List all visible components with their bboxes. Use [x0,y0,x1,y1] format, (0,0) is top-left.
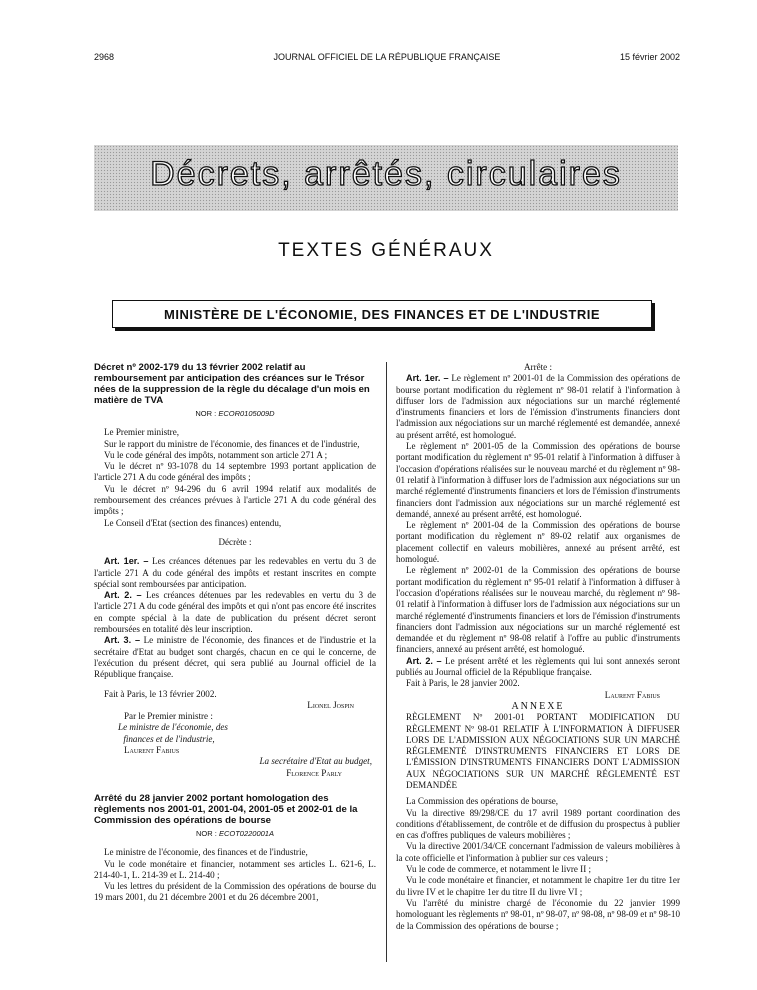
annexe-heading: ANNEXE [511,700,565,712]
signatory: Laurent Fabius [604,689,660,700]
left-column [94,362,376,904]
signature-date: Fait à Paris, le 13 février 2002. [104,688,217,699]
issue-date: 15 février 2002 [619,52,680,62]
column-divider [386,362,387,962]
decree-title: Décret nº 2002-179 du 13 février 2002 relatif au remboursement par anticipation des créances sur le Trésor nées de la suppression de la règle du décalage d'un mois en matière de TVA [94,362,370,406]
paragraph: Le Premier ministre, [104,427,180,438]
article-1 [396,373,680,441]
paragraph: La Commission des opérations de bourse, [406,796,559,807]
paragraph: Vu le décret nº 94-296 du 6 avril 1994 relatif aux modalités de remboursement des créances prévues à l'article 271 A du code général des impôts ; [94,483,376,517]
journal-name: JOURNAL OFFICIEL DE LA RÉPUBLIQUE FRANÇAISE [273,52,501,62]
article-2 [94,590,376,635]
decree-nor-label: NOR : [195,409,217,418]
paragraph: Vu le code monétaire et financier, et notamment le chapitre 1er du titre 1er du livre IV et le chapitre 1er du titre II du livre VI ; [396,875,680,897]
article-text: Le présent arrêté et les règlements qui lui sont annexés seront publiés au Journal officiel de la République française. [396,655,680,678]
regulation-title-text: RÈGLEMENT Nº 2001-01 PORTANT MODIFICATION DU RÈGLEMENT Nº 98-01 RELATIF À L'INFORMATION À DIFFUSER LORS DE L'ADMISSION AUX NÉGOCIATIONS SUR UN MARCHÉ RÉGLEMENTÉ D'INSTRUMENTS FINANCIERS ET LORS DE L'ÉMISSION D'INSTRUMENTS FINANCIERS DONT L'ADMISSION AUX NÉGOCIATIONS SUR UN MARCHÉ RÉGLEMENTÉ EST DEMANDÉE [406,712,680,790]
paragraph: Vu le décret nº 93-1078 du 14 septembre 1993 portant application de l'article 271 A du code général des impôts ; [94,461,376,483]
paragraph: Vu le code monétaire et financier, notamment ses articles L. 621-6, L. 214-40-1, L. 214-39 et L. 214-40 ; [94,858,376,880]
running-header [94,52,680,66]
regulation-title [396,712,680,791]
article-label: Art. 1er. – [104,556,149,567]
article-label: Art. 2. – [104,590,142,601]
article-3 [94,635,376,680]
arrete-heading: Arrête : [523,362,553,372]
arrete-title: Arrêté du 28 janvier 2002 portant homologation des règlements nos 2001-01, 2001-04, 2001-05 et 2002-01 de la Commission des opérations de bourse [94,792,358,826]
decree-nor [94,408,376,419]
signatory: Lionel Jospin [307,699,354,710]
paragraph: Vu l'arrêté du ministre chargé de l'économie du 22 janvier 1999 homologuant les règlements nº 98-01, nº 98-07, nº 98-08, nº 98-09 et nº 98-10 de la Commission des opérations de bourse ; [396,897,680,931]
paragraph: Vu le code de commerce, et notamment le livre II ; [406,864,592,875]
article-label: Art. 1er. – [406,373,449,384]
decree-nor-code: ECOR0105009D [218,409,275,418]
ministry-title: MINISTÈRE DE L'ÉCONOMIE, DES FINANCES ET DE L'INDUSTRIE [164,306,600,322]
paragraph: Vu les lettres du président de la Commission des opérations de bourse du 19 mars 2001, du 21 décembre 2001 et du 26 décembre 2001, [94,881,376,903]
signature-date: Fait à Paris, le 28 janvier 2002. [406,678,520,689]
by-pm: Par le Premier ministre : [124,711,213,722]
right-column [396,362,680,932]
decrete-heading: Décrète : [218,536,252,547]
signatory: Florence Parly [286,767,342,778]
article-2 [396,656,680,679]
arrete-nor [94,828,376,839]
signatory: Laurent Fabius [124,745,180,756]
paragraph: Le règlement nº 2002-01 de la Commission des opérations de bourse portant modification du règlement nº 95-01 relatif à l'information à diffuser à l'occasion d'opérations réalisées sur le nouveau marché, du règlement nº 98-01 relatif à l'information à diffuser lors de l'admission aux négociations sur un marché réglementé d'instruments financiers et lors de l'émission d'instruments financiers dont l'admission aux négociations sur un marché réglementé est demandée et du règlement nº 98-08 relatif à l'offre au public d'instruments financiers, annexé au présent arrêté, est homologué. [396,565,680,655]
article-text: Les créances détenues par les redevables en vertu du 3 de l'article 271 A du code général des impôts et qui n'ont pas encore été inscrites en compte spécial à la date de publication du présent décret seront remboursées en totalité dès leur inscription. [94,590,376,635]
arrete-nor-code: ECOT0220001A [218,828,274,838]
paragraph: Vu le code général des impôts, notamment son article 271 A ; [104,449,328,460]
article-label: Art. 3. – [104,635,140,646]
paragraph: Le règlement nº 2001-05 de la Commission des opérations de bourse portant modification du règlement nº 95-01 relatif à l'information à diffuser à l'occasion d'opérations réalisées sur le nouveau marché et du règlement nº 98-01 relatif à l'information à diffuser lors de l'admission aux négociations sur un marché réglementé d'instruments financiers et lors de l'émission d'instruments financiers dont l'admission aux négociations sur un marché réglementé est demandé, annexé au présent arrêté, est homologué. [396,441,680,519]
article-1 [94,556,376,590]
article-label: Art. 2. – [406,655,442,666]
section-banner [94,145,678,211]
section-banner-title: Décrets, arrêtés, circulaires [150,155,622,193]
arrete-nor-label: NOR : [196,828,217,838]
secretary-role: La secrétaire d'Etat au budget, [259,756,372,767]
paragraph: Le Conseil d'Etat (section des finances) entendu, [104,517,282,528]
article-text: Les créances détenues par les redevables en vertu du 3 de l'article 271 A du code général des impôts et restant inscrites en compte spécial sont remboursées par anticipation. [94,556,377,589]
section-subtitle: TEXTES GÉNÉRAUX [278,240,494,261]
article-text: Le ministre de l'économie, des finances et de l'industrie et la secrétaire d'Etat au budget sont chargés, chacun en ce qui le concerne, de l'exécution du présent décret, qui sera publié au Journal officiel de la République française. [94,635,376,680]
paragraph: Vu la directive 89/298/CE du 17 avril 1989 portant coordination des conditions d'établissement, de contrôle et de diffusion du prospectus à publier en cas d'offres publiques de valeurs mobilières ; [396,807,680,841]
article-text: Le règlement nº 2001-01 de la Commission des opérations de bourse portant modification du règlement nº 98-01 relatif à l'information à diffuser lors de l'admission aux négociations sur un marché réglementé d'instruments financiers et lors de l'émission d'instruments financiers dont l'admission aux négociations sur un marché réglementé est demandée, annexé au présent arrêté, est homologué. [396,373,680,440]
ministry-box [112,300,652,328]
paragraph: Vu la directive 2001/34/CE concernant l'admission de valeurs mobilières à la cote officielle et l'information à publier sur ces valeurs ; [396,841,680,863]
minister-role: Le ministre de l'économie, des finances et de l'industrie, [118,722,228,744]
page-number: 2968 [94,52,115,62]
paragraph: Sur le rapport du ministre de l'économie, des finances et de l'industrie, [104,438,360,449]
paragraph: Le règlement nº 2001-04 de la Commission des opérations de bourse portant modification du règlement nº 89-02 relatif aux organismes de placement collectif en valeurs mobilières, annexé au présent arrêté, est homologué. [396,520,680,565]
paragraph: Le ministre de l'économie, des finances et de l'industrie, [104,847,308,858]
